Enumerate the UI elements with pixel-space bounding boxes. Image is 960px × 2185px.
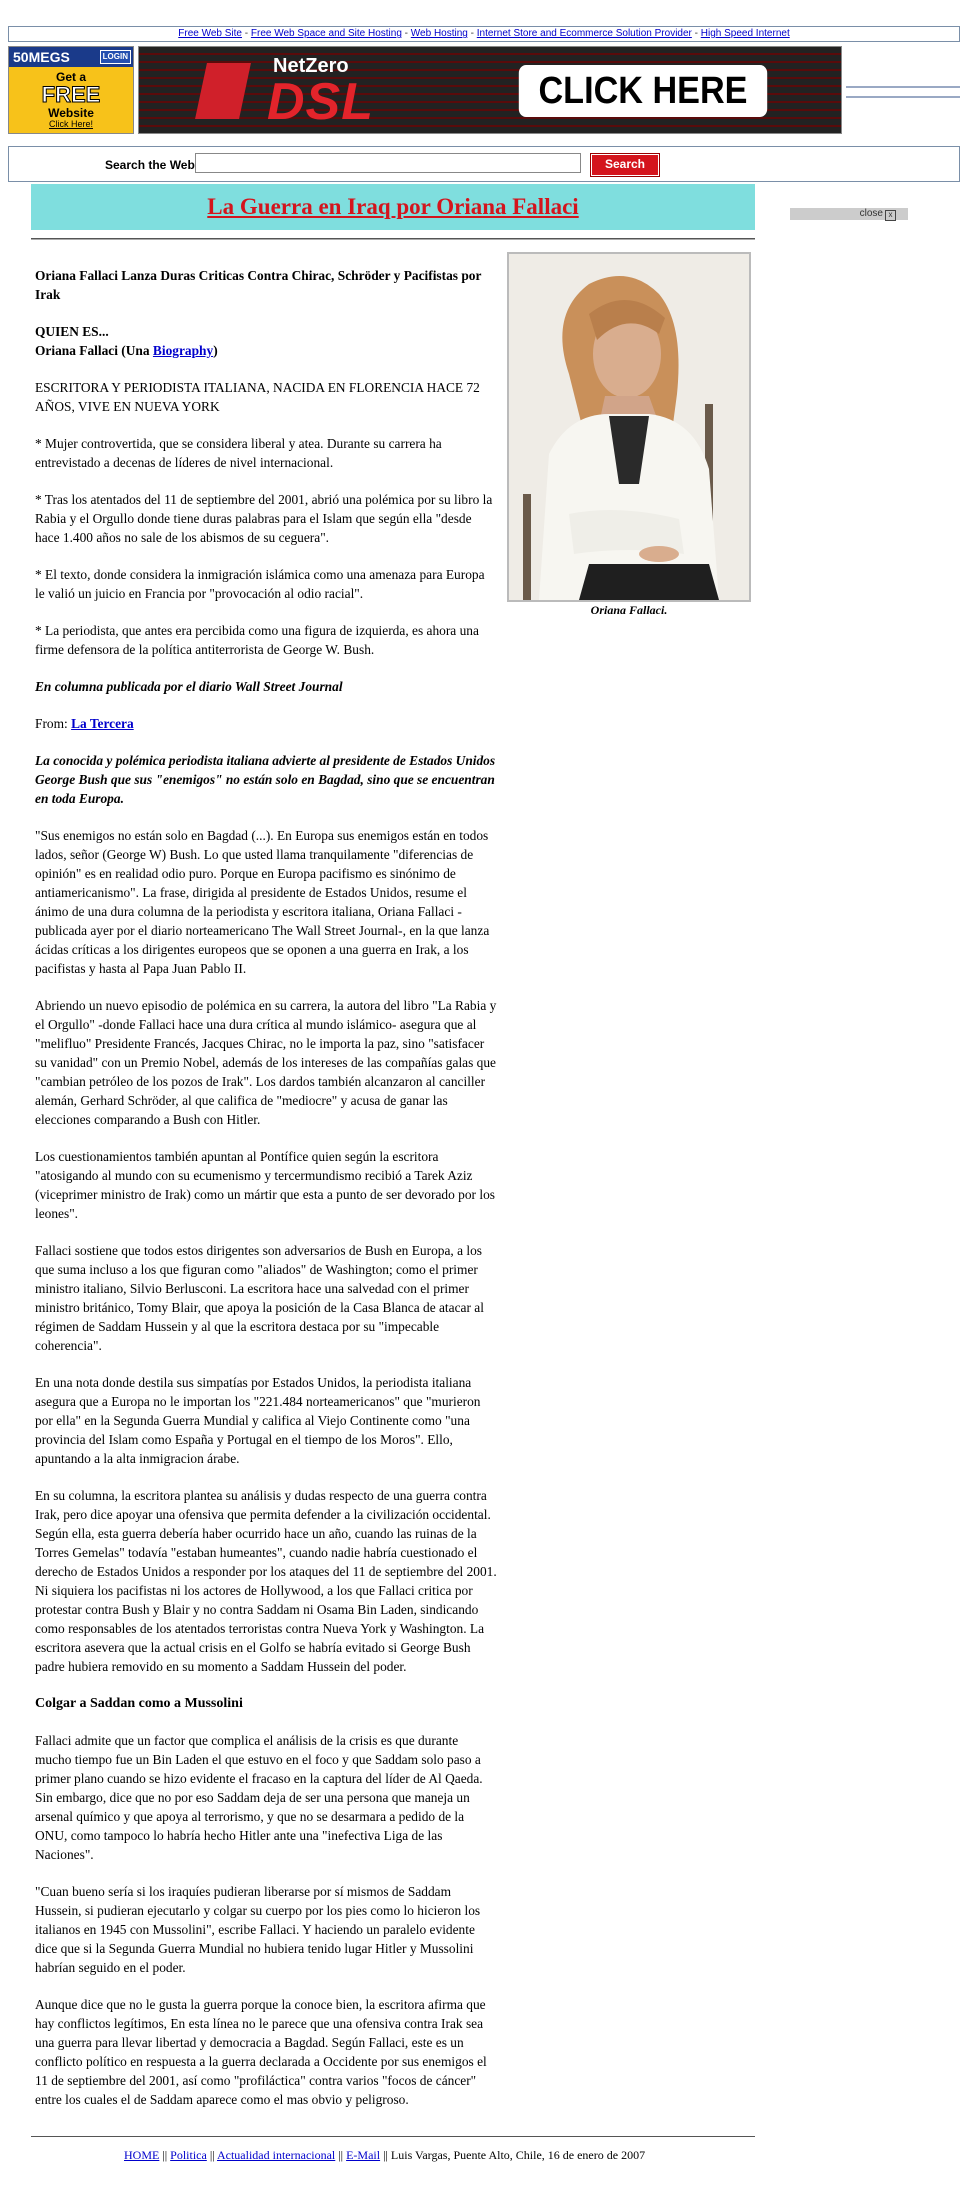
column-note: En columna publicada por el diario Wall Street Journal: [35, 679, 343, 694]
separator: ||: [206, 2148, 217, 2162]
link-free-web-space[interactable]: Free Web Space and Site Hosting: [250, 28, 402, 39]
link-internet-store[interactable]: Internet Store and Ecommerce Solution Provider: [476, 28, 692, 39]
search-button[interactable]: Search: [591, 154, 659, 176]
footer-link-politica[interactable]: Politica: [170, 2148, 207, 2162]
separator: ||: [335, 2148, 347, 2162]
ad-brand-strip: [9, 47, 133, 67]
biography-link[interactable]: Biography: [152, 343, 214, 358]
section-subhead: Colgar a Saddan como a Mussolini: [35, 1696, 243, 1711]
login-button[interactable]: LOGIN: [100, 50, 131, 64]
portrait-image: [509, 254, 749, 600]
ad-brand: 50MEGS: [13, 49, 70, 65]
ad-line-free: FREE: [41, 82, 101, 107]
photo-caption: Oriana Fallaci.: [590, 603, 668, 617]
body-paragraph: "Cuan bueno sería si los iraquíes pudieran liberarse por sí mismos de Saddam Hussein, si pudieran ejecutarlo y colgar su cuerpo por los pies como lo hicieron los italianos en 1945 con Mussolini", escribe Fallaci. Y haciendo un paralelo evidente dice que si la Segunda Guerra Mundial no hubiera tenido lugar Hitler y Mussolini habrían seguido en el poder.: [35, 1884, 481, 1975]
body-paragraph: En su columna, la escritora plantea su análisis y dudas respecto de una guerra contra Irak, pero dice apoyar una ofensiva que permita defender a la civilización occidental. Según ella, esta guerra debería haber ocurrido hace un año, cuando las ruinas de la Torres Gemelas" todavía "estaban humeantes", cuando nadie habría cuestionado el derecho de Estados Unidos a responder por los ataques del 11 de septiembre del 2001. Ni siquiera los pacifistas ni los actores de Hollywood, a los que Fallaci critica por protestar contra Bush y Blair y no contra Saddam ni Osama Bin Laden, sindicando como responsables de los atentados terroristas contra Nueva York y Washington. La escritora asevera que la actual crisis en el Golfo se habría evitado si George Bush padre hubiera removido en su momento a Saddam Hussein del poder.: [35, 1488, 497, 1674]
ad-click-here-link[interactable]: Click Here!: [48, 119, 93, 129]
separator: -: [401, 28, 411, 39]
close-ad-box[interactable]: [790, 208, 908, 220]
divider: [31, 238, 755, 240]
banner-click-here-button[interactable]: CLICK HERE: [519, 65, 767, 117]
web-search-bar: [8, 146, 960, 182]
search-input[interactable]: [195, 153, 581, 173]
body-paragraph: En una nota donde destila sus simpatías por Estados Unidos, la periodista italiana asegura que a Europa no le importan los "221.484 norteamericanos" que "murieron por ella" en la Segunda Guerra Mundial y califica al Viejo Continente como "una provincia del Islam como España y Portugal en el tiempo de los Moros". Ello, apuntando a la alta inmigracion árabe.: [35, 1375, 481, 1466]
separator: ||: [159, 2148, 171, 2162]
lead-paragraph: La conocida y polémica periodista italiana advierte al presidente de Estados Unidos George Bush que sus "enemigos" no están solo en Bagdad, sino que se encuentran en toda Europa.: [35, 753, 496, 806]
footer-link-actualidad[interactable]: Actualidad internacional: [216, 2148, 336, 2162]
author-name-suffix: ): [213, 343, 218, 358]
intro-text: ESCRITORA Y PERIODISTA ITALIANA, NACIDA EN FLORENCIA HACE 72 AÑOS, VIVE EN NUEVA YORK: [35, 380, 480, 414]
quien-es-label: QUIEN ES...: [35, 324, 109, 339]
body-paragraph: Fallaci sostiene que todos estos dirigentes son adversarios de Bush en Europa, a los que suma incluso a los que figuran como "aliados" de Washington; como el primer ministro italiano, Silvio Berlusconi. La escritora hace una salvedad con el primer ministro británico, Tomy Blair, que apoya la posición de la Casa Blanca de atacar al régimen de Saddam Hussein y al que la escritora destaca por su "impecable coherencia".: [35, 1243, 484, 1353]
page-title-bar: [31, 184, 755, 230]
banner-brand: NetZero: [273, 55, 349, 77]
separator: -: [242, 28, 251, 39]
article-headline: Oriana Fallaci Lanza Duras Criticas Contra Chirac, Schröder y Pacifistas por Irak: [35, 268, 482, 302]
free-website-ad[interactable]: [8, 46, 134, 134]
separator: -: [691, 28, 701, 39]
la-tercera-link[interactable]: La Tercera: [71, 716, 134, 731]
ad-line-website: Website: [48, 106, 94, 120]
bullet-paragraph: * Mujer controvertida, que se considera liberal y atea. Durante su carrera ha entrevistado a decenas de líderes de nivel internacional.: [35, 436, 442, 470]
search-label: Search the Web: [105, 158, 195, 172]
top-links-bar: [8, 26, 960, 42]
footer-nav: [124, 2148, 645, 2163]
link-web-hosting[interactable]: Web Hosting: [410, 28, 468, 39]
link-high-speed-internet[interactable]: High Speed Internet: [700, 28, 790, 39]
separator: -: [467, 28, 477, 39]
body-paragraph: "Sus enemigos no están solo en Bagdad (...). En Europa sus enemigos están en todos lados, señor (George W) Bush. Lo que usted llama tranquilamente "diferencias de opinión" es en realidad odio puro. Porque en Europa pacifismo es sinónimo de antiamericanismo". La frase, dirigida al presidente de Estados Unidos, resume el ánimo de una dura columna de la periodista y escritora italiana, Oriana Fallaci -publicada ayer por el diario norteamericano The Wall Street Journal-, en la que lanza ácidas críticas a los dirigentes europeos que se oponen a una guerra en Irak, a los pacifistas y hasta al Papa Juan Pablo II.: [35, 828, 490, 976]
author-photo: [507, 252, 751, 602]
dsl-banner-ad[interactable]: [138, 46, 842, 134]
bullet-paragraph: * El texto, donde considera la inmigración islámica como una amenaza para Europa le valió un juicio en Francia por "provocación al odio racial".: [35, 567, 485, 601]
from-label: From:: [35, 716, 72, 731]
decorative-rails: [846, 86, 960, 98]
ad-line-get: Get a: [55, 70, 86, 84]
body-paragraph: Aunque dice que no le gusta la guerra porque la conoce bien, la escritora afirma que hay conflictos legítimos, En esta línea no le parece que una ofensiva contra Irak sea una guerra para llevar libertad y democracia a Bagdad. Según Fallaci, este es un conflicto político en respuesta a la guerra declarada a Occidente por sus enemigos el 11 de septiembre del 2001, así como "profiláctica" contra varios "focos de cáncer" entre los cuales el de Saddam aparece como el mas obvio y peligroso.: [35, 1997, 487, 2107]
page-title: La Guerra en Iraq por Oriana Fallaci: [207, 194, 579, 219]
link-free-web-site[interactable]: Free Web Site: [178, 28, 242, 39]
body-paragraph: Fallaci admite que un factor que complica el análisis de la crisis es que durante mucho tiempo fue un Bin Laden el que estuvo en el foco y que Saddam solo paso a primer plano cuando se hizo evidente el fracaso en la captura del líder de Al Qaeda. Sin embargo, dice que no por eso Saddam deja de ser una persona que maneja un arsenal químico y que apoya al terrorismo, y que no se desarmara a pedido de la ONU, como tampoco lo habría hecho Hitler ante una "inefectiva Liga de las Naciones".: [35, 1733, 483, 1862]
close-label: close: [859, 208, 883, 219]
divider: [31, 2136, 755, 2137]
body-paragraph: Los cuestionamientos también apuntan al Pontífice quien según la escritora "atosigando al mundo con su ecumenismo y tercermundismo recibió a Tarek Aziz (viceprimer ministro de Irak) como un mártir que esta a punto de ser devorado por los leones".: [35, 1149, 495, 1221]
quien-es-block: [35, 322, 497, 360]
footer-credit: || Luis Vargas, Puente Alto, Chile, 16 de enero de 2007: [380, 2148, 646, 2162]
article-body: [35, 266, 497, 2127]
body-paragraph: Abriendo un nuevo episodio de polémica en su carrera, la autora del libro "La Rabia y el Orgullo" -donde Fallaci hace una dura crítica al mundo islámico- asegura que al "melifluo" Presidente Francés, Jacques Chirac, no le importa la paz, sino "satisfacer su vanidad" con un Premio Nobel, además de los intereses de las compañías galas que "cambian petróleo de los pozos de Irak". Los dardos también alcanzaron al canciller alemán, Gerhard Schröder, al que califica de "mediocre" y acusa de ganar las elecciones comparando a Bush con Hitler.: [35, 998, 497, 1127]
banner-product: DSL: [267, 73, 374, 131]
close-icon[interactable]: x: [885, 210, 896, 221]
bullet-paragraph: * La periodista, que antes era percibida como una figura de izquierda, es ahora una firme defensora de la política antiterrorista de George W. Bush.: [35, 623, 479, 657]
author-name-prefix: Oriana Fallaci (Una: [35, 343, 153, 358]
bullet-paragraph: * Tras los atentados del 11 de septiembre del 2001, abrió una polémica por su libro la Rabia y el Orgullo donde tiene duras palabras para el Islam que según ella "desde hace 1.400 años no sale de los abismos de su ceguera".: [35, 492, 493, 545]
footer-link-email[interactable]: E-Mail: [346, 2148, 381, 2162]
footer-link-home[interactable]: HOME: [124, 2148, 160, 2162]
source-line: [35, 714, 497, 733]
